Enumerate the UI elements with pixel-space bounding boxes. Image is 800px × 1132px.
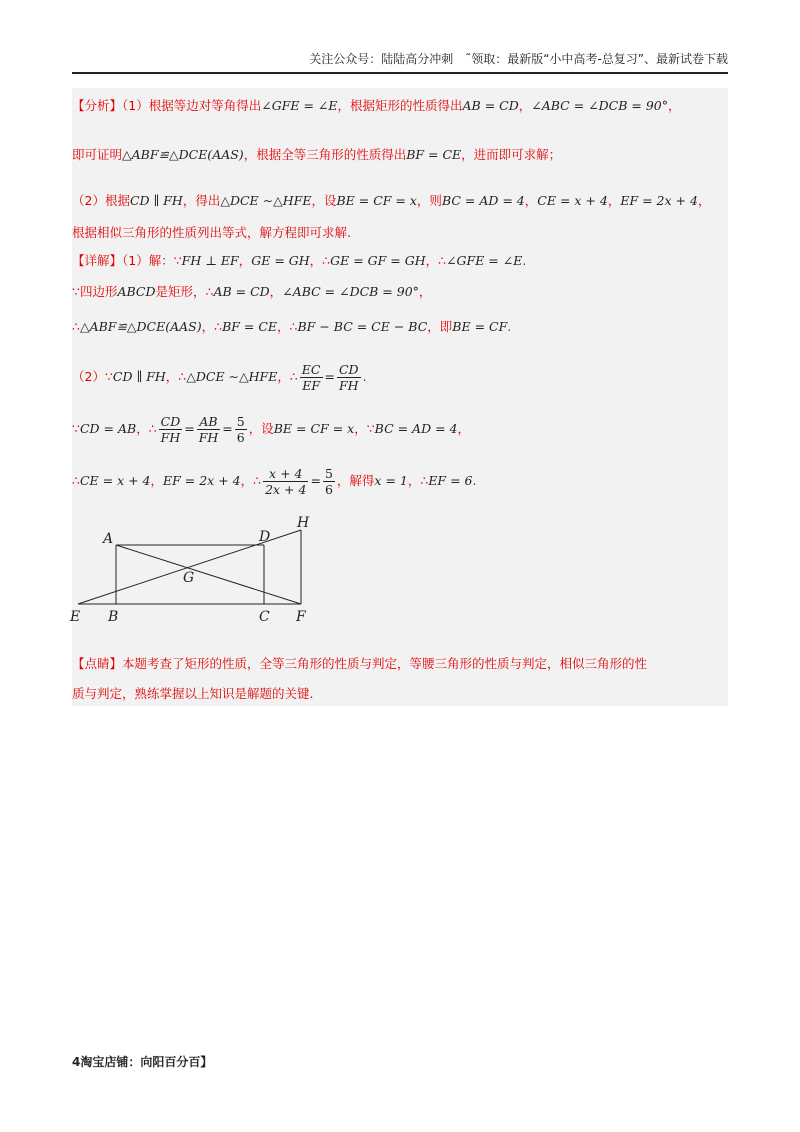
label-g: G (183, 570, 195, 586)
page-header (72, 50, 728, 74)
page-footer (72, 1053, 212, 1070)
analysis-line-3: （2）根据CD ∥ FH，得出△DCE ∼△HFE，设BE = CF = x，则BC = AD = 4，CE = x + 4，EF = 2x + 4， (72, 193, 711, 208)
label-d: D (259, 529, 271, 545)
detail-line-3: ∴△ABF≌△DCE(AAS)，∴BF = CE，∴BF − BC = CE − BC，即BE = CF. (72, 319, 512, 334)
detail-line-4: （2）∵CD ∥ FH，∴△DCE ∼△HFE，∴ $\frac{EC}{EF}$ = $\frac{CD}{FH}$ . (72, 362, 367, 393)
detail-line-1: 【详解】（1）解：∵FH ⊥ EF，GE = GH，∴GE = GF = GH，∴∠GFE = ∠E. (72, 253, 527, 268)
label-e: E (70, 609, 81, 625)
comment-line-2: 质与判定，熟练掌握以上知识是解题的关键. (72, 686, 314, 701)
fraction-ab-fh: $\frac{AB}{FH}$ (198, 414, 219, 445)
header-text: 关注公众号：陆陆高分冲刺 ˜领取：最新版“小中高考-总复习”、最新试卷下载 (309, 52, 728, 66)
segment-af (116, 545, 301, 604)
fraction-cd-fh-2: $\frac{CD}{FH}$ (160, 414, 181, 445)
label-h: H (297, 515, 310, 531)
footer-text: 4淘宝店铺：向阳百分百】 (72, 1055, 213, 1069)
label-a: A (103, 531, 114, 547)
fraction-ec-ef: $\frac{EC}{EF}$ (301, 362, 321, 393)
analysis-line-1: 【分析】（1）根据等边对等角得出∠GFE = ∠E，根据矩形的性质得出AB = CD，∠ABC = ∠DCB = 90°， (72, 98, 681, 113)
comment-line-1: 【点睛】本题考查了矩形的性质，全等三角形的性质与判定，等腰三角形的性质与判定，相似三角形的性 (72, 656, 648, 671)
geometry-figure (66, 510, 326, 630)
label-b: B (108, 609, 119, 625)
detail-line-6: ∴CE = x + 4，EF = 2x + 4，∴ $\frac{x + 4}{2x + 4}$ = $\frac{5}{6}$ ，解得x = 1，∴EF = 6. (72, 466, 477, 497)
label-c: C (259, 609, 270, 625)
analysis-line-2: 即可证明△ABF≌△DCE(AAS)，根据全等三角形的性质得出BF = CE，进而即可求解； (72, 147, 562, 162)
detail-line-2: ∵四边形ABCD是矩形，∴AB = CD，∠ABC = ∠DCB = 90°， (72, 284, 432, 299)
fraction-5-6: $\frac{5}{6}$ (236, 414, 245, 445)
fraction-5-6-b: $\frac{5}{6}$ (324, 466, 333, 497)
fraction-x4-2x4: $\frac{x + 4}{2x + 4}$ (265, 466, 307, 497)
fraction-cd-fh: $\frac{CD}{FH}$ (338, 362, 359, 393)
detail-line-5: ∵CD = AB，∴ $\frac{CD}{FH}$ = $\frac{AB}{FH}$ = $\frac{5}{6}$ ，设BE = CF = x，∵BC = AD = 4， (72, 414, 470, 445)
label-f: F (296, 609, 306, 625)
analysis-line-4: 根据相似三角形的性质列出等式，解方程即可求解. (72, 225, 351, 240)
